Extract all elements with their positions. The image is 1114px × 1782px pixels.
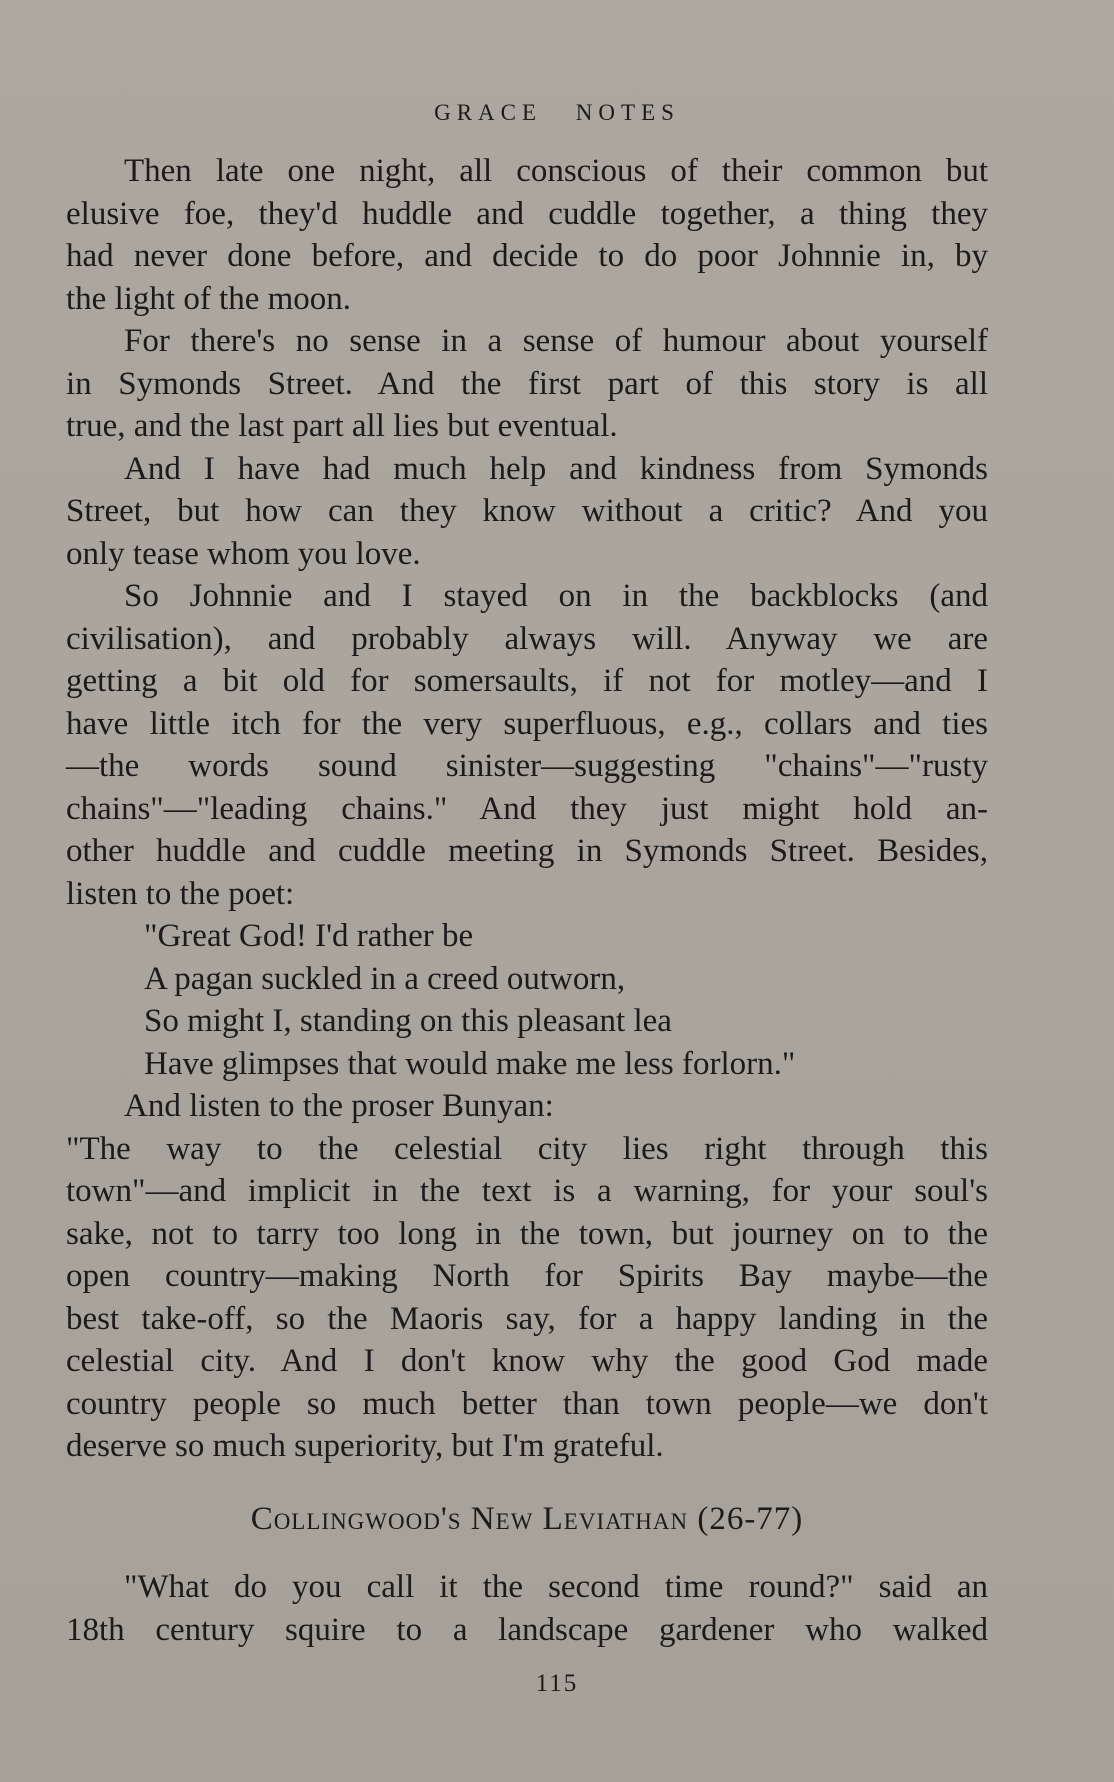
text-line: "What do you call it the second time round?" said an	[124, 1569, 988, 1605]
verse-line: So might I, standing on this pleasant lea	[144, 1003, 672, 1039]
verse-line: "Great God! I'd rather be	[144, 918, 474, 954]
verse-line: Have glimpses that would make me less forlorn."	[144, 1045, 796, 1082]
text-line: the light of the moon.	[66, 280, 352, 317]
text-line: celestial city. And I don't know why the good God made	[66, 1343, 988, 1379]
text-line: 18th century squire to a landscape gardener who walked	[66, 1611, 988, 1648]
text-line: other huddle and cuddle meeting in Symonds Street. Besides,	[66, 833, 988, 869]
text-line: deserve so much superiority, but I'm grateful.	[66, 1428, 664, 1464]
text-line: getting a bit old for somersaults, if not for motley—and I	[66, 663, 988, 699]
running-head: GRACE NOTES	[434, 100, 680, 125]
text-line: And listen to the proser Bunyan:	[124, 1088, 554, 1124]
text-line: civilisation), and probably always will. Anyway we are	[66, 620, 988, 657]
text-line: open country—making North for Spirits Bay maybe—the	[66, 1258, 988, 1294]
text-line: listen to the poet:	[66, 875, 295, 912]
body-text	[66, 150, 988, 1651]
text-line: sake, not to tarry too long in the town, but journey on to the	[66, 1215, 988, 1252]
text-line: "The way to the celestial city lies right through this	[66, 1130, 988, 1167]
verse-line: A pagan suckled in a creed outworn,	[144, 960, 626, 997]
text-line: —the words sound sinister—suggesting "chains"—"rusty	[66, 748, 988, 784]
section-gap	[66, 1468, 988, 1498]
text-line: country people so much better than town people—we don't	[66, 1385, 988, 1422]
text-line: true, and the last part all lies but eventual.	[66, 408, 618, 444]
text-line: had never done before, and decide to do poor Johnnie in, by	[66, 238, 988, 274]
text-line: best take-off, so the Maoris say, for a happy landing in the	[66, 1300, 988, 1337]
text-line: have little itch for the very superfluous, e.g., collars and ties	[66, 705, 988, 742]
text-line: only tease whom you love.	[66, 535, 421, 572]
section-ref: (26-77)	[697, 1500, 804, 1537]
page-number: 115	[535, 1670, 579, 1697]
text-line: town"—and implicit in the text is a warning, for your soul's	[66, 1173, 988, 1209]
text-line: For there's no sense in a sense of humour about yourself	[124, 323, 988, 359]
text-line: chains"—"leading chains." And they just might hold an-	[66, 790, 988, 827]
text-line: Street, but how can they know without a critic? And you	[66, 493, 988, 529]
text-line: Then late one night, all conscious of their common but	[124, 153, 988, 189]
text-line: And I have had much help and kindness from Symonds	[124, 450, 988, 487]
section-heading	[66, 1498, 988, 1541]
text-line: So Johnnie and I stayed on in the backblocks (and	[124, 578, 988, 614]
section-title: Collingwood's New Leviathan	[250, 1500, 689, 1537]
section-gap	[66, 1540, 988, 1566]
text-line: in Symonds Street. And the first part of this story is all	[66, 365, 988, 402]
text-line: elusive foe, they'd huddle and cuddle together, a thing they	[66, 195, 988, 232]
